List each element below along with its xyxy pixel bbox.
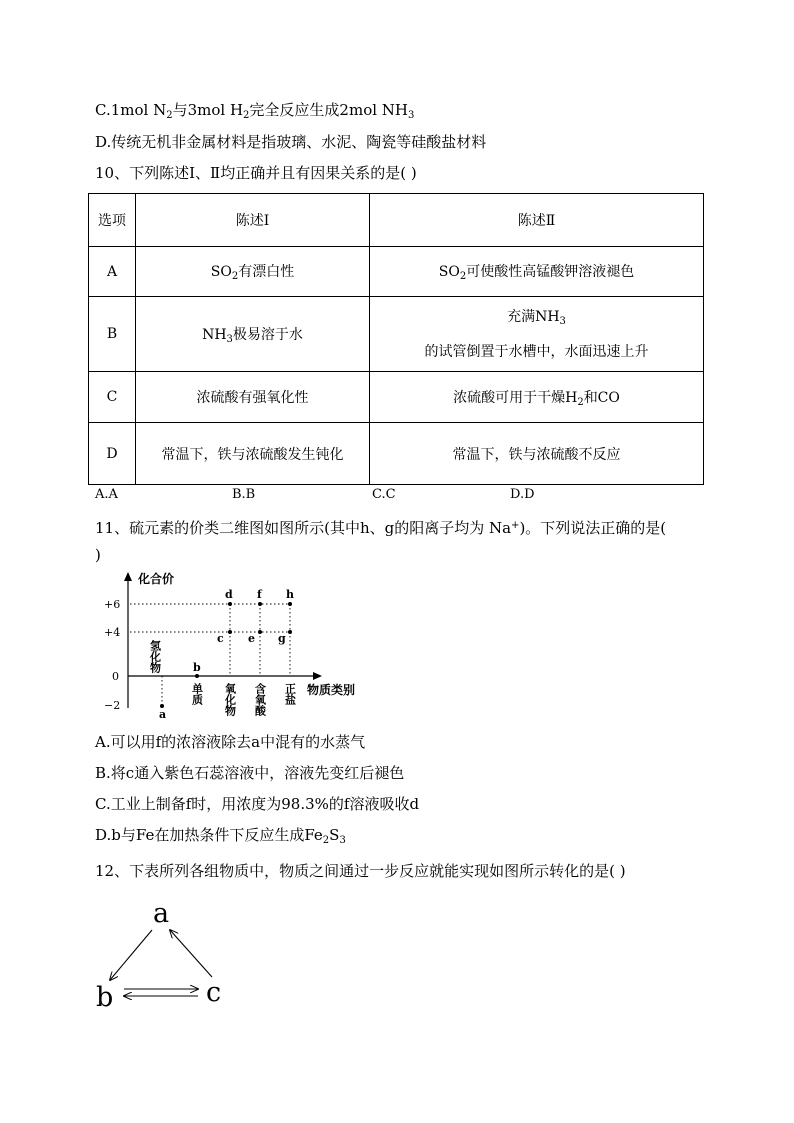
y-tick: 0 bbox=[112, 670, 119, 683]
point-label: a bbox=[159, 708, 167, 721]
header-option: 选项 bbox=[89, 194, 136, 247]
row-statement-1: $SO_2$有漂白性 bbox=[136, 247, 370, 297]
row-statement-1: 浓硫酸有强氧化性 bbox=[136, 372, 370, 423]
point-h bbox=[288, 602, 292, 606]
q10-option-d: D.D bbox=[510, 487, 535, 502]
row-option: B bbox=[89, 297, 136, 372]
row-option: D bbox=[89, 423, 136, 485]
row-option: C bbox=[89, 372, 136, 423]
q10-option-c: C.C bbox=[372, 487, 396, 502]
table-header-row bbox=[89, 194, 704, 247]
sulfur-valence-diagram bbox=[100, 570, 356, 725]
q11-option-b: B.将c通入紫色石蕊溶液中，溶液先变红后褪色 bbox=[95, 764, 405, 782]
row-statement-2: 常温下，铁与浓硫酸不反应 bbox=[370, 423, 704, 485]
header-statement-2: 陈述Ⅱ bbox=[370, 194, 704, 247]
category-label: 氧化物 bbox=[223, 683, 237, 716]
arrow-c-to-a-icon bbox=[170, 930, 212, 977]
table-row bbox=[89, 297, 704, 372]
y-tick: +4 bbox=[104, 626, 121, 639]
node-c: c bbox=[206, 977, 222, 1008]
q11-question-close: ) bbox=[95, 546, 101, 564]
q10-option-b: B.B bbox=[232, 487, 256, 502]
y-tick: +6 bbox=[104, 598, 121, 611]
point-label: b bbox=[193, 661, 201, 674]
q10-table bbox=[88, 193, 704, 485]
point-b bbox=[195, 674, 199, 678]
node-b: b bbox=[96, 982, 114, 1013]
node-a: a bbox=[153, 898, 170, 929]
conversion-diagram bbox=[90, 895, 250, 1020]
table-row bbox=[89, 372, 704, 423]
q12-question: 12、下表所列各组物质中，物质之间通过一步反应就能实现如图所示转化的是( ) bbox=[95, 862, 626, 880]
row-statement-1: $NH_3$极易溶于水 bbox=[136, 297, 370, 372]
point-label: h bbox=[286, 588, 294, 601]
row-statement-2: $SO_2$可使酸性高锰酸钾溶液褪色 bbox=[370, 247, 704, 297]
q11-option-c: C.工业上制备f时，用浓度为98.3%的f溶液吸收d bbox=[95, 795, 420, 813]
x-axis-arrow-icon bbox=[313, 672, 322, 680]
point-e bbox=[258, 630, 262, 634]
row-option: A bbox=[89, 247, 136, 297]
category-label: 氢化物 bbox=[148, 640, 162, 673]
q11-question: 11、硫元素的价类二维图如图所示(其中h、g的阳离子均为 Na+)。下列说法正确的是( bbox=[95, 519, 667, 537]
point-d bbox=[228, 602, 232, 606]
arrow-a-to-b-icon bbox=[110, 930, 152, 980]
q11-option-a: A.可以用f的浓溶液除去a中混有的水蒸气 bbox=[95, 733, 366, 751]
row-statement-2: 充满$NH_3$ 的试管倒置于水槽中，水面迅速上升 bbox=[370, 297, 704, 372]
point-label: g bbox=[278, 632, 286, 645]
q9-option-c: C.1mol $N_2$与3mol $H_2$完全反应生成2mol $NH_3$ bbox=[95, 101, 415, 121]
point-g bbox=[288, 630, 292, 634]
category-label: 含氧酸 bbox=[253, 683, 267, 716]
q11-option-d: D.b与Fe在加热条件下反应生成$Fe_2S_3$ bbox=[95, 826, 346, 846]
q10-option-a: A.A bbox=[95, 487, 118, 502]
row-statement-2: 浓硫酸可用于干燥$H_2$和CO bbox=[370, 372, 704, 423]
y-tick: −2 bbox=[104, 699, 121, 712]
q9-option-d: D.传统无机非金属材料是指玻璃、水泥、陶瓷等硅酸盐材料 bbox=[95, 133, 487, 151]
point-c bbox=[228, 630, 232, 634]
point-f bbox=[258, 602, 262, 606]
table-row bbox=[89, 423, 704, 485]
row-statement-1: 常温下，铁与浓硫酸发生钝化 bbox=[136, 423, 370, 485]
category-label: 单质 bbox=[190, 683, 204, 705]
point-label: d bbox=[225, 588, 233, 601]
q10-question: 10、下列陈述Ⅰ、Ⅱ均正确并且有因果关系的是( ) bbox=[95, 164, 417, 182]
table-row bbox=[89, 247, 704, 297]
point-label: c bbox=[217, 632, 224, 645]
header-statement-1: 陈述Ⅰ bbox=[136, 194, 370, 247]
point-label: f bbox=[257, 588, 262, 601]
y-axis-arrow-icon bbox=[124, 572, 132, 581]
x-axis-label: 物质类别 bbox=[307, 683, 356, 697]
category-label: 正盐 bbox=[283, 683, 297, 705]
point-label: e bbox=[248, 632, 255, 645]
y-axis-label: 化合价 bbox=[138, 572, 175, 586]
